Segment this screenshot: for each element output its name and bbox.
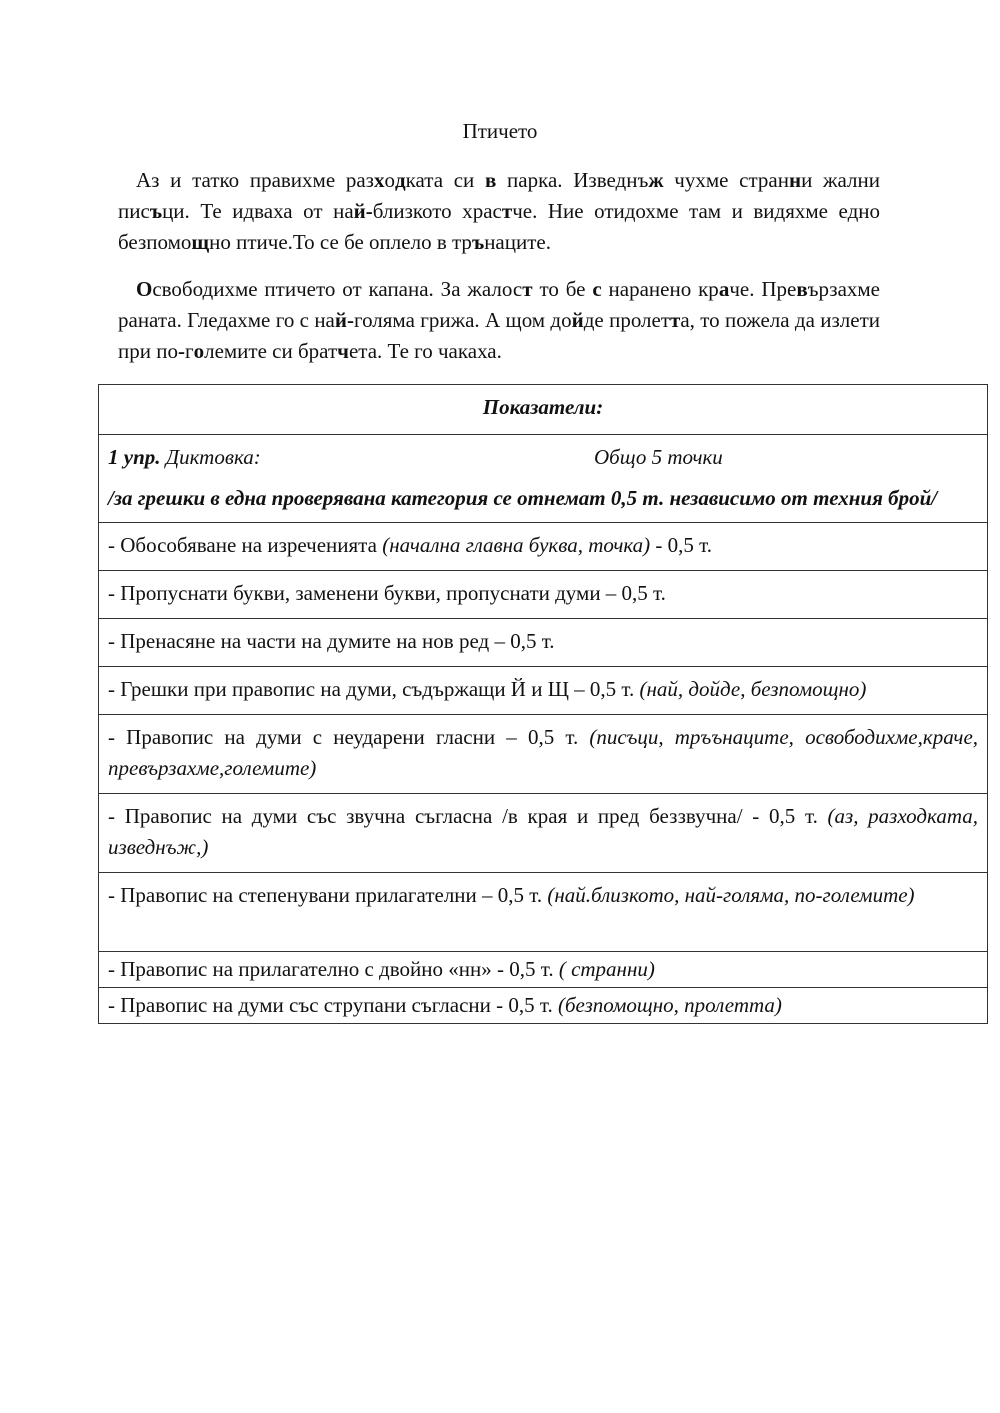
highlighted-letter: й- (353, 199, 373, 223)
criteria-row (99, 715, 988, 794)
highlighted-letter: в (796, 277, 808, 301)
criteria-cell (99, 952, 988, 988)
criteria-examples: (писъци, тръънаците, освободихме,краче, превързахме,големите) (108, 725, 979, 780)
exercise-cell (99, 435, 988, 523)
story-title: Птичето (462, 119, 538, 143)
text-run: ета. Те го чакаха. (348, 339, 502, 363)
highlighted-letter: т (670, 308, 681, 332)
criteria-text: - Правопис на думи със струпани съгласни - 0,5 т. (108, 993, 558, 1017)
highlighted-letter: д (394, 168, 406, 192)
exercise-label: 1 упр. (108, 445, 161, 469)
text-run: о (384, 168, 395, 192)
highlighted-letter: ч (337, 339, 349, 363)
criteria-examples: (начална главна буква, точка) (382, 533, 651, 557)
story-paragraph-2 (118, 274, 880, 367)
text-run: парка. Изведнъ (496, 168, 649, 192)
text-run: Аз (136, 168, 160, 192)
criteria-text: - Пропуснати букви, заменени букви, пропуснати думи – 0,5 т. (108, 581, 666, 605)
text-run: ързахме раната. Гледахме го с на (118, 277, 880, 332)
highlighted-letter: й- (334, 308, 354, 332)
criteria-text: - Обособяване на изреченията (108, 533, 383, 557)
text-run: но птиче.То се бе оплело в тр (209, 230, 472, 254)
story-paragraph-1 (118, 165, 880, 258)
criteria-cell (99, 988, 988, 1024)
criteria-text: - Правопис на думи с неударени гласни – 0,5 т. (108, 725, 590, 749)
highlighted-letter: й (571, 308, 584, 332)
criteria-header-row (99, 385, 988, 435)
highlighted-letter: щ (191, 230, 210, 254)
criteria-text: - Пренасяне на части на думите на нов ред – 0,5 т. (108, 629, 555, 653)
criteria-row (99, 873, 988, 952)
criteria-examples: (най.близкото, най-голяма, по-големите) (547, 883, 915, 907)
criteria-cell (99, 715, 988, 794)
criteria-cell (99, 794, 988, 873)
text-run: и татко правихме раз (159, 168, 374, 192)
highlighted-letter: О (136, 277, 153, 301)
text-run: г (184, 339, 194, 363)
highlighted-letter: ж (648, 168, 664, 192)
criteria-row (99, 523, 988, 571)
criteria-examples: ( странни) (558, 957, 655, 981)
criteria-cell (99, 619, 988, 667)
criteria-row (99, 571, 988, 619)
highlighted-letter: ъ (149, 199, 163, 223)
exercise-name: Диктовка: (160, 445, 261, 469)
criteria-text: - Правопис на прилагателно с двойно «нн» - 0,5 т. (108, 957, 559, 981)
text-run: свободихме птичето от капана. За жалос (152, 277, 523, 301)
text-run: че. Ние отидохме там и видяхме едно безпомо (118, 199, 880, 254)
highlighted-letter: с (592, 277, 602, 301)
criteria-examples: (аз, разходката, изведнъж,) (108, 804, 978, 859)
criteria-text: - Правопис на думи със звучна съгласна /в края и пред беззвучна/ - 0,5 т. (108, 804, 828, 828)
highlighted-letter: н (788, 168, 802, 192)
text-run: и жални пис (118, 168, 880, 223)
criteria-table (98, 384, 988, 1024)
text-run: лемите си брат (204, 339, 338, 363)
deduction-note: /за грешки в една проверявана категория се отнемат 0,5 т. независимо от техния брой/ (108, 486, 938, 510)
exercise-total: Общо 5 точки (594, 445, 723, 469)
criteria-points: - 0,5 т. (650, 533, 712, 557)
highlighted-letter: т (501, 199, 513, 223)
text-run: чухме стран (663, 168, 789, 192)
text-run: ци. Те идваха от на (162, 199, 354, 223)
criteria-row (99, 619, 988, 667)
highlighted-letter: т (522, 277, 533, 301)
criteria-cell (99, 571, 988, 619)
text-run: близкото храс (372, 199, 502, 223)
criteria-cell (99, 523, 988, 571)
text-run: че. Пре (729, 277, 797, 301)
text-run: ката си (405, 168, 485, 192)
criteria-cell (99, 873, 988, 952)
criteria-cell (99, 667, 988, 715)
highlighted-letter: х (373, 168, 385, 192)
exercise-row (99, 435, 988, 523)
highlighted-letter: - (177, 339, 185, 363)
highlighted-letter: о (193, 339, 205, 363)
highlighted-letter: а (718, 277, 730, 301)
highlighted-letter: в (485, 168, 497, 192)
criteria-examples: (най, дойде, безпомощно) (639, 677, 867, 701)
text-run: а, то пожела да излети при по (118, 308, 881, 363)
criteria-row (99, 667, 988, 715)
criteria-header: Показатели: (99, 385, 988, 435)
criteria-text: - Правопис на степенувани прилагателни – 0,5 т. (108, 883, 548, 907)
text-run: наранено кр (601, 277, 719, 301)
criteria-row (99, 988, 988, 1024)
highlighted-letter: ъ (471, 230, 485, 254)
text-run: то бе (532, 277, 593, 301)
criteria-text: - Грешки при правопис на думи, съдържащи Й и Щ – 0,5 т. (108, 677, 640, 701)
text-run: де пролет (583, 308, 671, 332)
criteria-row (99, 952, 988, 988)
text-run: наците. (484, 230, 551, 254)
criteria-examples: (безпомощно, пролетта) (557, 993, 782, 1017)
text-run: голяма грижа. А щом до (353, 308, 572, 332)
criteria-row (99, 794, 988, 873)
